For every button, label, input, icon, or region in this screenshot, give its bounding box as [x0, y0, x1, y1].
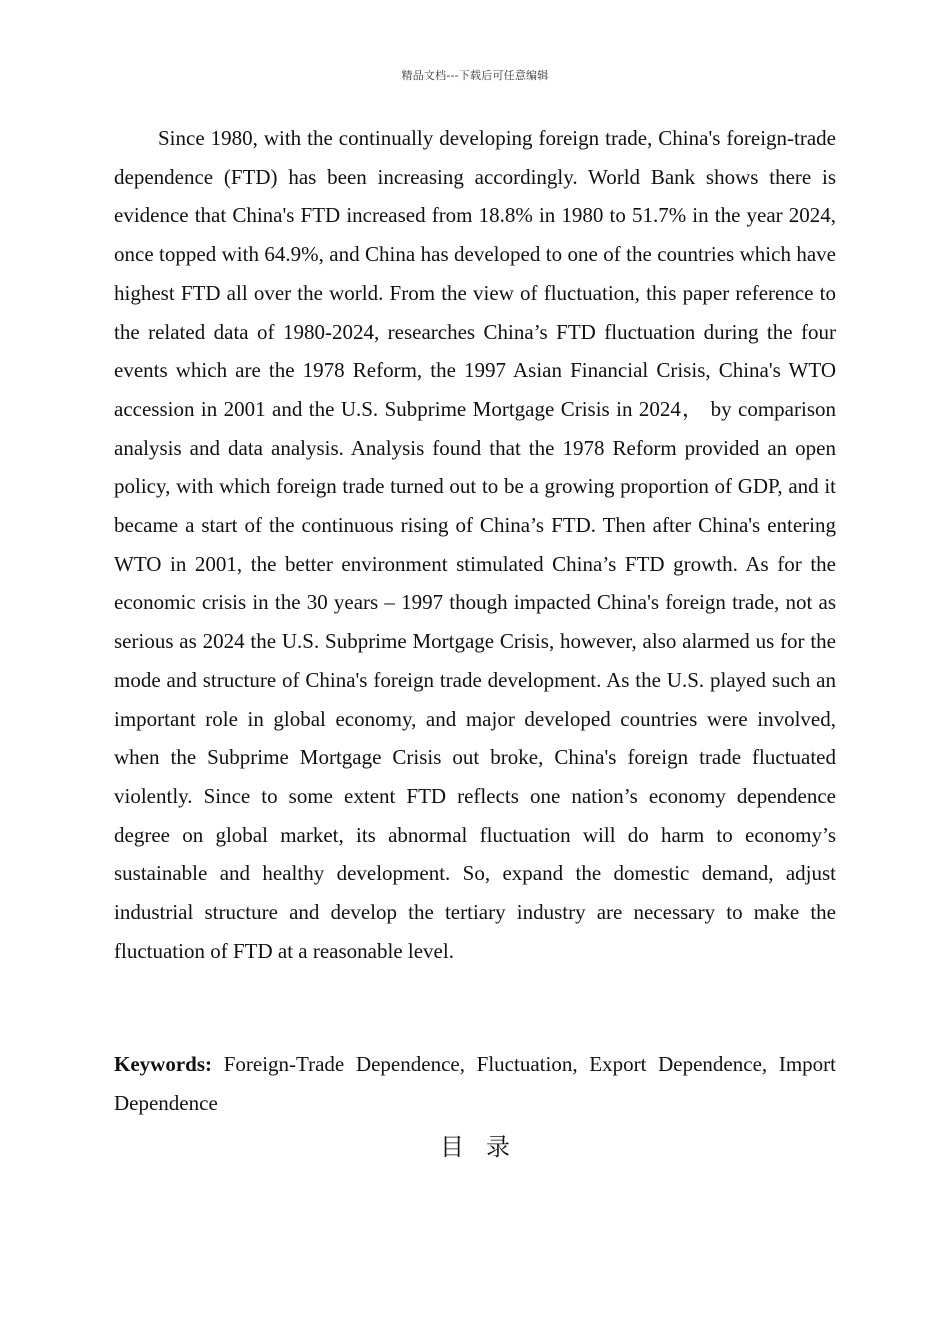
keywords-paragraph [114, 1045, 836, 1122]
header-note: 精品文档---下载后可任意编辑 [401, 69, 549, 82]
toc-title: 目录 [440, 1133, 532, 1161]
keywords-label: Keywords: [114, 1052, 212, 1076]
abstract-paragraph: Since 1980, with the continually developing foreign trade, China's foreign-trade dependence (FTD) has been increasing accordingly. World Bank shows there is evidence that China's FTD increased from 18.8% in 1980 to 51.7% in the year 2024, once topped with 64.9%, and China has developed to one of the countries which have highest FTD all over the world. From the view of fluctuation, this paper reference to the related data of 1980-2024, researches China’s FTD fluctuation during the four events which are the 1978 Reform, the 1997 Asian Financial Crisis, China's WTO accession in 2001 and the U.S. Subprime Mortgage Crisis in 2024， by comparison analysis and data analysis. Analysis found that the 1978 Reform provided an open policy, with which foreign trade turned out to be a growing proportion of GDP, and it became a start of the continuous rising of China’s FTD. Then after China's entering WTO in 2001, the better environment stimulated China’s FTD growth. As for the economic crisis in the 30 years – 1997 though impacted China's foreign trade, not as serious as 2024 the U.S. Subprime Mortgage Crisis, however, also alarmed us for the mode and structure of China's foreign trade development. As the U.S. played such an important role in global economy, and major developed countries were involved, when the Subprime Mortgage Crisis out broke, China's foreign trade fluctuated violently. Since to some extent FTD reflects one nation’s economy dependence degree on global market, its abnormal fluctuation will do harm to economy’s sustainable and healthy development. So, expand the domestic demand, adjust industrial structure and develop the tertiary industry are necessary to make the fluctuation of FTD at a reasonable level. [114, 126, 836, 963]
keywords-text: Foreign-Trade Dependence, Fluctuation, Export Dependence, Import Dependence [114, 1052, 836, 1115]
